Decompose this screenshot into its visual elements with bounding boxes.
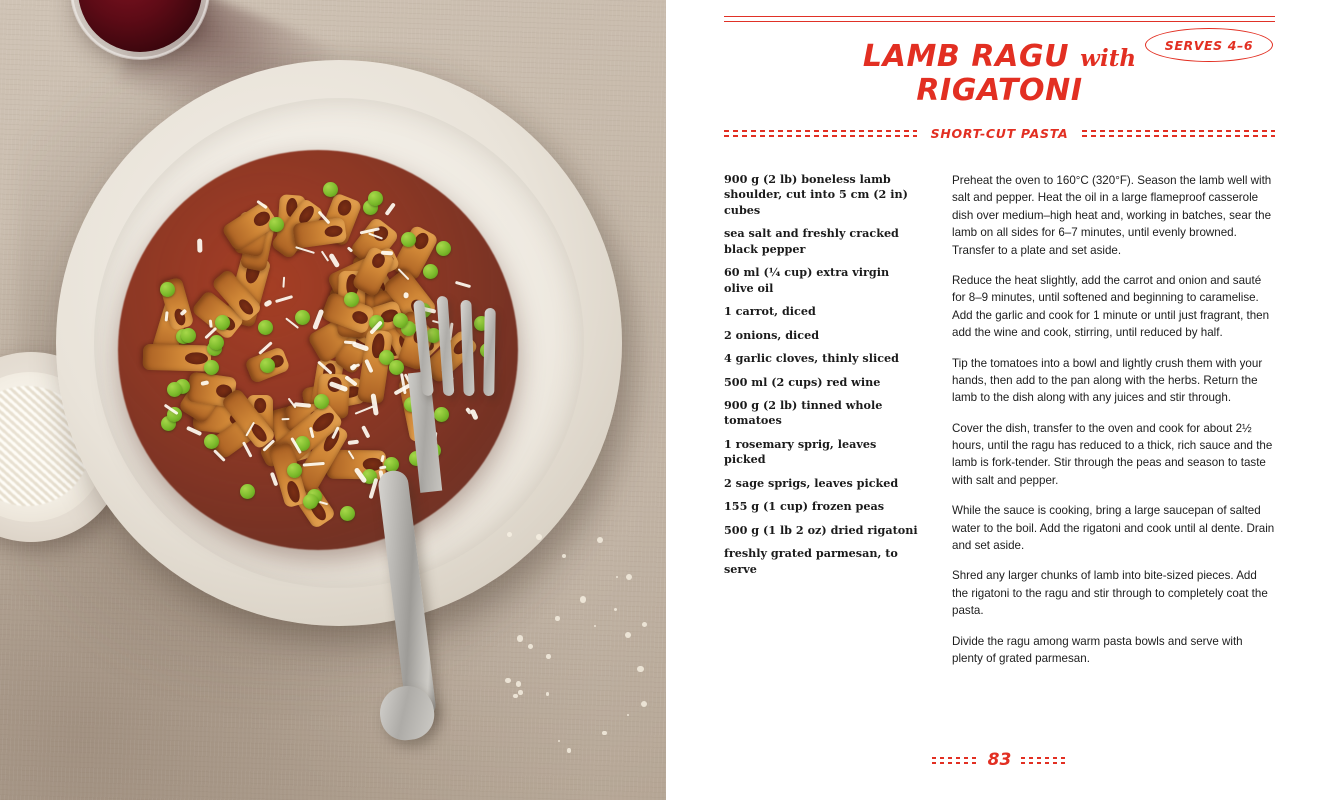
method-paragraph: Shred any larger chunks of lamb into bite-sized pieces. Add the rigatoni to the ragu and stir through to completely coat the pasta.: [952, 569, 1268, 618]
ingredient-item: 500 g (1 lb 2 oz) dried rigatoni: [724, 522, 918, 537]
cheese-crumb: [517, 635, 523, 641]
page-title: [785, 40, 1215, 107]
cheese-crumb: [546, 654, 551, 659]
method-column: [952, 172, 1276, 680]
rigatoni-piece: [143, 344, 211, 372]
cheese-crumb: [562, 554, 566, 558]
folio: [666, 750, 1333, 770]
ingredient-item: 2 onions, diced: [724, 327, 820, 342]
ingredient-item: 4 garlic cloves, thinly sliced: [724, 351, 899, 366]
title-block: [666, 40, 1333, 107]
cheese-crumb: [555, 616, 560, 621]
ingredient-item: 2 sage sprigs, leaves picked: [724, 475, 899, 490]
pea: [393, 313, 408, 328]
ingredient-item: sea salt and freshly cracked black pepper: [724, 226, 899, 256]
method-paragraph: Preheat the oven to 160°C (320°F). Season the lamb well with salt and pepper. Heat the oil in a large flameproof casserole dish over medium–high heat and, working in batches, sear the lamb on all sides for 6–7 minutes, until evenly browned. Transfer to a plate and set aside.: [952, 174, 1272, 257]
recipe-subtitle: SHORT-CUT PASTA: [930, 126, 1069, 141]
ingredient-item: 900 g (2 lb) tinned whole tomatoes: [724, 397, 883, 428]
cheese-crumb: [516, 681, 522, 687]
ingredient-item: 155 g (1 cup) frozen peas: [724, 499, 885, 514]
pea: [209, 335, 224, 350]
pea: [436, 241, 451, 256]
cheese-crumb: [597, 537, 603, 543]
cheese-crumb: [546, 692, 550, 696]
page-number: 83: [987, 750, 1012, 770]
subtitle-row: [724, 126, 1275, 141]
cheese-crumb: [614, 608, 617, 611]
pea: [401, 232, 416, 247]
dashed-rule-right: [1082, 130, 1275, 137]
ingredient-item: 900 g (2 lb) boneless lamb shoulder, cut into 5 cm (2 in) cubes: [724, 172, 908, 217]
method-paragraph: Reduce the heat slightly, add the carrot and onion and sauté for 8–9 minutes, until softened and beginning to caramelise. Add the garlic and cook for 1 minute or until just fragrant, then add the wine and cook, stirring, until reduced by half.: [952, 273, 1270, 340]
cheese-crumb: [637, 666, 643, 672]
ingredient-item: 500 ml (2 cups) red wine: [724, 374, 881, 389]
parmesan-shaving: [197, 239, 202, 253]
parmesan-shaving: [209, 319, 213, 327]
top-double-rule: [724, 16, 1275, 22]
ingredients-column: [724, 172, 920, 680]
method-paragraph: Cover the dish, transfer to the oven and cook for about 2½ hours, until the ragu has reduced to a thick, rich sauce and the lamb is fork-tender. Stir through the peas and season to taste with salt and pepper.: [952, 421, 1273, 487]
pea: [204, 360, 219, 375]
folio-dash-right: [1021, 757, 1067, 764]
pea: [167, 382, 182, 397]
cheese-crumb: [505, 678, 511, 684]
pea: [181, 328, 196, 343]
cheese-crumb: [602, 731, 606, 735]
cheese-crumb: [626, 574, 632, 580]
method-paragraph: While the sauce is cooking, bring a large saucepan of salted water to the boil. Add the rigatoni and cook until al dente. Drain and set aside.: [952, 504, 1275, 553]
title-conjunction: with: [1080, 45, 1137, 72]
method-paragraph: Tip the tomatoes into a bowl and lightly crush them with your hands, then add to the pan along with the herbs. Return the lamb to the dish along with any juices and stir through.: [952, 356, 1263, 405]
fork-tine: [483, 308, 496, 396]
cheese-crumb: [641, 701, 647, 707]
cheese-crumb: [518, 690, 522, 694]
ingredient-item: 1 rosemary sprig, leaves picked: [724, 436, 877, 467]
cheese-crumb: [580, 596, 586, 602]
pea: [269, 217, 284, 232]
recipe-page: [666, 0, 1333, 800]
method-paragraph: Divide the ragu among warm pasta bowls and serve with plenty of grated parmesan.: [952, 634, 1243, 665]
pea: [434, 407, 449, 422]
pea: [303, 494, 318, 509]
recipe-photograph: [0, 0, 666, 800]
dashed-rule-left: [724, 130, 917, 137]
pea: [204, 434, 219, 449]
ingredient-item: 1 carrot, diced: [724, 304, 816, 319]
recipe-columns: [724, 172, 1276, 680]
serves-badge: SERVES 4–6: [1145, 28, 1273, 62]
pea: [258, 320, 273, 335]
pea: [314, 394, 329, 409]
cheese-crumb: [567, 748, 572, 753]
parmesan-shaving: [282, 417, 290, 419]
title-line-two: RIGATONI: [916, 72, 1083, 108]
ingredients-list: [724, 172, 920, 577]
cheese-crumb: [528, 644, 533, 649]
folio-dash-left: [932, 757, 978, 764]
cheese-crumb: [513, 694, 518, 699]
title-line-one: LAMB RAGU: [862, 39, 1070, 74]
ingredient-item: freshly grated parmesan, to serve: [724, 546, 898, 576]
ingredient-item: 60 ml (¼ cup) extra virgin olive oil: [724, 265, 890, 295]
